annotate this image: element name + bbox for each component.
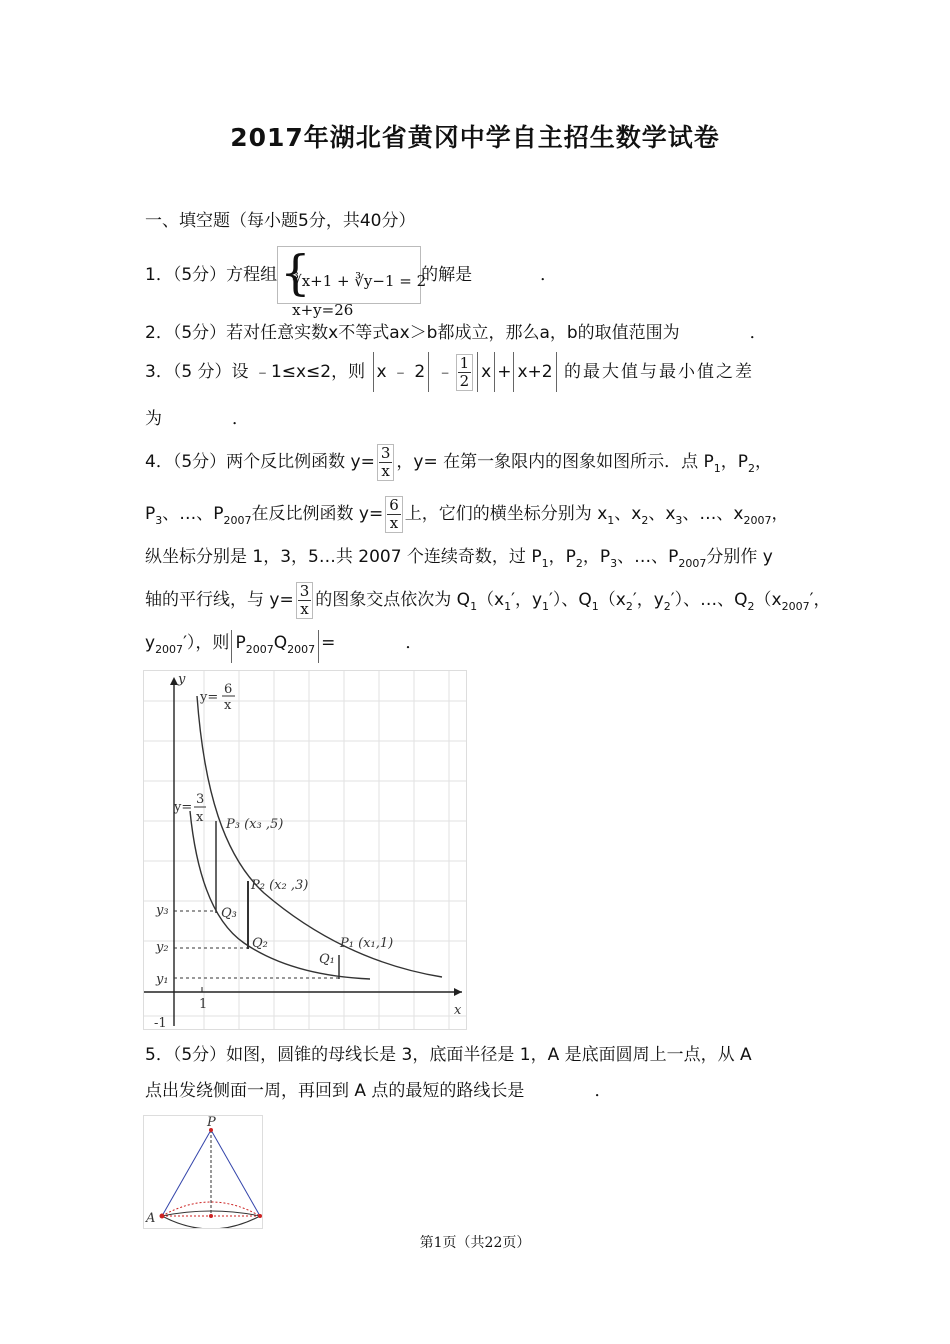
equation-1: ∛x+1 + ∛y−1 = 2 bbox=[292, 272, 427, 290]
question-1: 1．（5分）方程组 { ∛x+1 + ∛y−1 = 2 x+y=26 的解是 ． bbox=[145, 244, 557, 306]
page-title: 2017年湖北省黄冈中学自主招生数学试卷 bbox=[230, 123, 720, 152]
section-heading: 一、填空题（每小题5分，共40分） bbox=[145, 211, 416, 231]
question-3: 3．（5 分）设 ﹣1≤x≤2，则 x ﹣ 2 ﹣ $\frac{1}{2}$ x + x+2 的最大值与最小值之差 bbox=[145, 352, 754, 392]
fraction-half: $\frac{1}{2}$ bbox=[456, 354, 474, 391]
label-q1: Q₁ bbox=[319, 952, 335, 967]
label-p3: P₃ (x₃ ,5) bbox=[226, 817, 284, 832]
svg-text:3: 3 bbox=[196, 792, 205, 807]
question-3-line-2: 为 ． bbox=[145, 409, 249, 429]
question-4-line-3: 纵坐标分别是 1，3，5…共 2007 个连续奇数，过 $P_1$，$P_2$，$P_3$、…、$P_{2007}$分别作 y bbox=[145, 547, 773, 570]
cone-label-a: A bbox=[146, 1211, 156, 1226]
question-4-line-4: 轴的平行线，与 y= $\frac{3}{x}$ 的图象交点依次为 $Q_1(x_1'$，$y_1'$）、$Q_1(x_2'$，$y_2'$）、…、$Q_2(x_{2007}'$， bbox=[145, 581, 831, 618]
question-5-line-1: 5．（5分）如图，圆锥的母线长是 3，底面半径是 1，A 是底面圆周上一点，从 A bbox=[145, 1045, 752, 1065]
cone-figure bbox=[143, 1115, 263, 1229]
fraction-3-over-x: $\frac{3}{x}$ bbox=[377, 444, 395, 481]
curve-y-3-over-x bbox=[190, 811, 370, 979]
question-5-line-2: 点出发绕侧面一周，再回到 A 点的最短的路线长是 ． bbox=[145, 1081, 612, 1101]
grid bbox=[144, 671, 466, 1029]
x-axis-arrow-icon bbox=[454, 988, 462, 996]
cone-label-p: P bbox=[207, 1115, 216, 1130]
brace-icon: { bbox=[280, 245, 311, 301]
tick-1: 1 bbox=[199, 997, 208, 1012]
y-axis-label: y bbox=[178, 672, 186, 687]
equation-2: x+y=26 bbox=[292, 301, 354, 319]
question-4-line-5: $y_{2007}'$），则 $P_{2007}Q_{2007}$ = ． bbox=[145, 630, 422, 663]
question-4-line-2: $P_3$、…、$P_{2007}$在反比例函数 y= $\frac{6}{x}$ 上，它们的横坐标分别为 $x_1$、$x_2$、$x_3$、…、$x_{2007}$， bbox=[145, 495, 789, 532]
abs-value-2: x bbox=[477, 352, 495, 392]
label-q3: Q₃ bbox=[221, 906, 237, 921]
fraction-6-over-x: $\frac{6}{x}$ bbox=[385, 496, 403, 533]
abs-value-3: x+2 bbox=[513, 352, 556, 392]
label-p1: P₁ (x₁,1) bbox=[340, 936, 394, 951]
label-y2: y₂ bbox=[156, 940, 169, 955]
page-footer: 第1页（共22页） bbox=[419, 1235, 531, 1251]
curve-bot-label: y= bbox=[174, 800, 193, 815]
tick-neg1: -1 bbox=[154, 1016, 167, 1030]
curve-top-label: y= bbox=[200, 690, 219, 705]
svg-text:6: 6 bbox=[224, 682, 233, 697]
cone-right-edge bbox=[211, 1130, 260, 1216]
abs-value-pq: $P_{2007}Q_{2007}$ bbox=[231, 630, 319, 663]
label-y3: y₃ bbox=[156, 903, 169, 918]
equation-system bbox=[277, 245, 427, 319]
svg-text:x: x bbox=[224, 698, 232, 713]
cone-left-edge bbox=[162, 1130, 211, 1216]
label-p2: P₂ (x₂ ,3) bbox=[251, 878, 309, 893]
hyperbola-figure bbox=[143, 670, 467, 1030]
abs-value-1: x ﹣ 2 bbox=[373, 352, 430, 392]
y-axis-arrow-icon bbox=[170, 677, 178, 685]
x-axis-label: x bbox=[454, 1003, 462, 1018]
label-y1: y₁ bbox=[156, 972, 169, 987]
label-q2: Q₂ bbox=[252, 936, 268, 951]
question-2: 2．（5分）若对任意实数x不等式ax＞b都成立，那么a，b的取值范围为 ． bbox=[145, 323, 767, 343]
fraction-3-over-x-2: $\frac{3}{x}$ bbox=[296, 582, 314, 619]
svg-text:x: x bbox=[196, 810, 204, 825]
question-4-line-1: 4．（5分）两个反比例函数 y= $\frac{3}{x}$ ，y= 在第一象限内的图象如图所示．点 $P_1$，$P_2$， bbox=[145, 443, 773, 480]
